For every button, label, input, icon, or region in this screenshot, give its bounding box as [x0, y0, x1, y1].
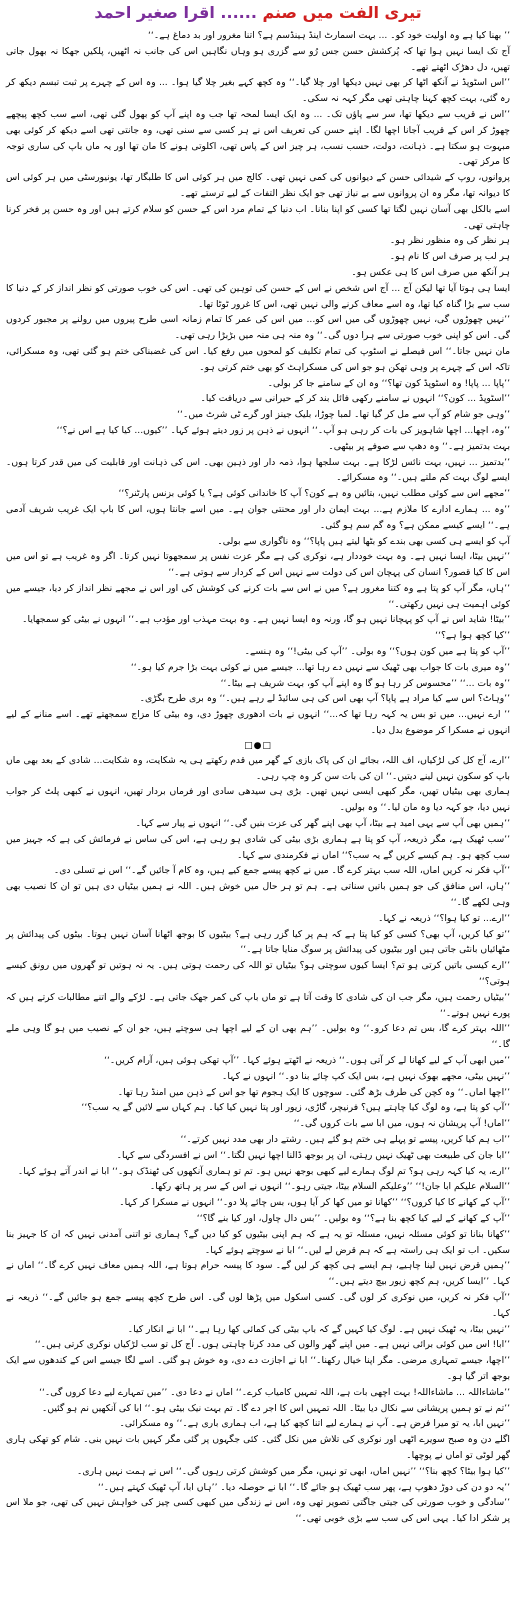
- paragraph: ’’آپ کے کھانے کا کیا کروں؟‘‘ ’’کھانا تو میں کھا کر آیا ہوں، بس چائے پلا دو۔‘‘ انہوں نے مسکرا کر کہا۔: [119, 1197, 510, 1209]
- paragraph: ’’اب ہم کیا کریں، پیسے تو پہلے ہی ختم ہو گئے ہیں۔ رشتے دار بھی مدد نہیں کرتے۔‘‘: [180, 1133, 510, 1145]
- paragraph: ہر نظر کی وہ منظور نظر ہو۔: [389, 235, 510, 247]
- paragraph: پروانوں، روپ کے شیدائی حسن کے دیوانوں کی کمی نہیں تھی۔ کالج میں ہر کوئی اس کا طلبگار تھا، یونیورسٹی میں ہر کوئی اس کا دیوانہ تھا، مگر وہ ان پروانوں سے بے نیاز تھی جو ایک نظر التفات کے لیے ترستے تھے۔: [6, 172, 510, 199]
- paragraph: ’’السلام علیکم ابا جان!‘‘ ’’وعلیکم السلام بیٹا، جیتی رہو۔‘‘ انہوں نے اس کے سر پر ہاتھ رکھا۔: [149, 1181, 510, 1193]
- paragraph: ’’وہ بات ...‘‘ ’’محسوس کر رہا ہو گا وہ اپنے آپ کو، بہت شریف ہے بیٹا۔‘‘: [220, 677, 510, 689]
- paragraph: ’’ابا! اس میں کوئی برائی نہیں ہے۔ میں اپنے گھر والوں کی مدد کرنا چاہتی ہوں۔ آج کل تو سب لڑکیاں نوکری کرتی ہیں۔‘‘: [34, 1339, 510, 1351]
- paragraph: ’’وہاٹ؟ اس سے کیا مراد ہے پاپا؟ آپ بھی اس کی ہی سائیڈ لے رہے ہیں۔‘‘ وہ بری طرح بگڑی۔: [139, 693, 510, 705]
- paragraph: ’’ہاں، مگر آپ کو پتا ہے وہ کتنا مغرور ہے؟ میں نے اس سے بات کرنے کی کوشش کی اور اس نے مجھے نظر انداز کر دیا، جیسے میں کوئی اہمیت ہی نہیں رکھتی۔‘‘: [6, 582, 510, 610]
- paragraph: ’’اچھا، جیسے تمہاری مرضی۔ مگر اپنا خیال رکھنا۔‘‘ ابا نے اجازت دے دی، وہ خوش ہو گئی۔ اسے لگا جیسے اس کے کندھوں سے ایک بوجھ اتر گیا ہو۔: [6, 1355, 510, 1382]
- paragraph: ’’ ارے نہیں... میں تو بس یہ کہہ رہا تھا کہ...‘‘ انہوں نے بات ادھوری چھوڑ دی، وہ بیٹی کا مزاج سمجھتے تھے۔ اسے منانے کے لیے انہوں نے مسکرا کر موضوع بدل دیا۔: [6, 709, 510, 737]
- paragraph: ایسا ہی ہوتا آیا تھا لیکن آج ... آج اس شخص نے اس کے حسن کی توہین کی تھی۔ اس کی خوب صورتی کو نظر انداز کر کے دنیا کا سب سے بڑا گناہ کیا تھا، وہ اسے معاف کرنے والی نہیں تھی، اس کا غرور ٹوٹا تھا۔: [6, 282, 510, 310]
- paragraph: ’’کیا کچھ ہوا ہے؟‘‘: [435, 630, 510, 642]
- paragraph: ’’اماں! آپ پریشان نہ ہوں، میں ابا سے بات کروں گی۔‘‘: [293, 1118, 510, 1130]
- paragraph: ’’نہیں بیٹا، ایسا نہیں ہے۔ وہ بہت خوددار ہے، نوکری کی ہے مگر عزت نفس پر سمجھوتا نہیں کرتا۔ اگر وہ غریب ہے تو اس میں اس کا کیا قصور؟ انسان کی پہچان اس کی دولت سے نہیں اس کے کردار سے ہوتی ہے۔‘‘: [6, 551, 510, 579]
- paragraph: ہر آنکھ میں صرف اس کا ہی عکس ہو۔: [351, 266, 510, 278]
- paragraph: ’’اس نے قریب سے دیکھا تھا، سر سے پاؤں تک۔ ... وہ ایک ایسا لمحہ تھا جب وہ اپنے آپ کو بھول گئی تھی، اسے سب کچھ پیچھے چھوڑ کر اس کے قریب آجانا اچھا لگا۔ اپنے حسن کی تعریف اس نے ہر کسی سے سنی تھی، وہ جانتی تھی اسے دیکھ کر کوئی بھی مبہوت ہو سکتا ہے۔ ذہانت، دولت، حسب نسب، ہر چیز اس کے پاس تھی، اکلوتی ہونے کا مان تھا اور یہ ماں باپ کی ساری توجہ کا مرکز تھی۔: [6, 108, 510, 168]
- paragraph: ’’اللہ بہتر کرے گا، بس تم دعا کرو۔‘‘ وہ بولیں۔ ’’ہم بھی ان کے لیے اچھا ہی سوچتے ہیں، جو ان کے نصیب میں ہو گا وہی ملے گا۔‘‘: [6, 1023, 510, 1051]
- paragraph: ’’آپ فکر نہ کریں اماں، اللہ سب بہتر کرے گا۔ میں نے کچھ پیسے جمع کیے ہیں، وہ کام آ جائیں گے۔‘‘ اس نے تسلی دی۔: [53, 865, 510, 877]
- paragraph: آپ کو ایسے ہی کسی بھی بندے کو بٹھا لیتے ہیں پاپا؟‘‘ وہ ناگواری سے بولی۔: [217, 535, 510, 547]
- paragraph: ’’کیا ہوا بیٹا؟ کچھ بنا؟‘‘ ’’نہیں اماں، ابھی تو نہیں، مگر میں کوشش کرتی رہوں گی۔‘‘ اس نے ہمت نہیں ہاری۔: [77, 1465, 510, 1477]
- paragraph: ’’مجھے اس سے کوئی مطلب نہیں، بتائیں وہ ہے کون؟ آپ کا خاندانی کوئی ہے؟ یا کوئی بزنس پارٹنر؟‘‘: [118, 488, 510, 500]
- paragraph: ’’یہ دو دن کی دوڑ دھوپ ہے، پھر سب ٹھیک ہو جائے گا۔‘‘ ابا نے حوصلہ دیا۔ ’’ہاں ابا، آپ ٹھیک کہتے ہیں۔‘‘: [97, 1481, 510, 1493]
- paragraph: ’’ بھنا کیا ہے وہ اولیت خود کو۔ ... بہت اسمارٹ اینڈ ہینڈسم ہے؟ اتنا مغرور اور بد دماغ ہے۔‘‘: [148, 30, 510, 41]
- paragraph: ’’بیٹیاں رحمت ہیں، مگر جب ان کی شادی کا وقت آتا ہے تو ماں باپ کی کمر جھک جاتی ہے۔ لڑکے والے اتنے مطالبات کرتے ہیں کہ پورے نہیں ہوتے۔‘‘: [6, 991, 510, 1019]
- story-section-2: [6, 753, 510, 1527]
- paragraph: ’’پاپا ... پاپا! وہ اسٹوپڈ کون تھا؟‘‘ وہ ان کے سامنے جا کر بولی۔: [267, 377, 510, 389]
- paragraph: ’’بدتمیز ... نہیں، بہت نائس لڑکا ہے۔ بہت سلجھا ہوا، ذمہ دار اور ذہین بھی۔ اس کی ذہانت اور قابلیت کی میں قدر کرتا ہوں۔ ایسے لوگ بہت کم ملتے ہیں۔‘‘ وہ مسکرائے۔: [6, 456, 510, 484]
- paragraph: ’’تو کیا کریں، آپ بھی؟ کسی کو کیا پتا ہے کہ ہم پر کیا گزر رہی ہے؟ بیٹیوں کا بوجھ اٹھانا آسان نہیں ہوتا۔ بیٹوں کی پیدائش پر مٹھائیاں بانٹی جاتی ہیں اور بیٹیوں کی پیدائش پر سوگ منایا جاتا ہے۔‘‘: [6, 928, 510, 956]
- article-body: [6, 28, 510, 1527]
- paragraph: ’’کھانا بنانا تو کوئی مسئلہ نہیں، مسئلہ تو یہ ہے کہ ہم اپنی بیٹیوں کو کیا دیں گے؟ ہماری تو اتنی آمدنی نہیں کہ ان کا جہیز بنا سکیں۔ اب تو ایک ہی راستہ ہے کہ ہم قرض لے لیں۔‘‘ ابا نے سوچتے ہوئے کہا۔: [6, 1228, 510, 1256]
- section-divider: □●□: [244, 740, 272, 751]
- paragraph: ’’آپ کے کھانے کے لیے کیا کچھ بنا ہے؟‘‘ وہ بولیں۔ ’’بس دال چاول، اور کیا بنے گا؟‘‘: [196, 1212, 510, 1224]
- title-separator: ......: [220, 3, 257, 22]
- paragraph: ’’اسٹوپڈ ... کون؟‘‘ انہوں نے سامنے رکھی فائل بند کر کے حیرانی سے دریافت کیا۔: [200, 393, 510, 405]
- paragraph: ’’سب ٹھیک ہے، مگر ذریعہ، آپ کو پتا ہے ہماری بڑی بیٹی کی شادی ہو رہی ہے، اس کی ساس نے فرمائش کی ہے کہ جہیز میں سب کچھ ہو۔ ہم کیسے کریں گے یہ سب؟‘‘ اماں نے فکرمندی سے کہا۔: [6, 833, 510, 861]
- paragraph: ’’وہ میری بات کا جواب بھی ٹھیک سے نہیں دے رہا تھا... جیسے میں نے کوئی بہت بڑا جرم کیا ہو۔‘‘: [130, 661, 510, 673]
- paragraph: ’’آپ کو پتا ہے میں کون ہوں؟‘‘ وہ بولی۔ ’’آپ کی بیٹی!‘‘ وہ ہنسے۔: [244, 646, 510, 658]
- paragraph: ’’ارے... تو کیا ہوا؟‘‘ ذریعہ نے کہا۔: [378, 912, 510, 924]
- paragraph: ’’آپ فکر نہ کریں، میں نوکری کر لوں گی۔ کسی اسکول میں پڑھا لوں گی۔ اس طرح کچھ پیسے جمع ہو جائیں گے۔‘‘ ذریعہ نے کہا۔: [6, 1291, 510, 1319]
- author-name: اقرا صغیر احمد: [94, 3, 215, 22]
- paragraph: ’’وہ، اچھا... اچھا شاہویز کی بات کر رہی ہو آپ۔‘‘ انہوں نے ذہن پر زور دیتے ہوئے کہا۔ ’’کیوں... کیا کیا ہے اس نے؟‘‘: [56, 424, 510, 436]
- paragraph: ’’ہاں، اس منافق کی جو ہمیں باتیں سناتی ہے۔ ہم تو ہر حال میں خوش ہیں۔ اللہ نے ہمیں بیٹیاں دی ہیں تو ان کا نصیب بھی وہی لکھے گا۔‘‘: [6, 881, 510, 909]
- paragraph: ’’آپ کو پتا ہے، وہ لوگ کیا چاہتے ہیں؟ فرنیچر، گاڑی، زیور اور پتا نہیں کیا کیا۔ ہم کہاں سے لائیں گے یہ سب؟‘‘: [81, 1102, 510, 1114]
- paragraph: ہر لب پر صرف اس کا نام ہو۔: [389, 251, 510, 263]
- paragraph: ’’نہیں ابا، یہ تو میرا فرض ہے۔ آپ نے ہمارے لیے اتنا کچھ کیا ہے، اب ہماری باری ہے۔‘‘ وہ مسکرائی۔: [119, 1418, 510, 1430]
- paragraph: آج تک ایسا نہیں ہوا تھا کہ پُرکشش حسن جس رُو سے گزری ہو وہاں نگاہیں اس کی جانب نہ اٹھیں، پلکیں جھکا نہ بھول جاتی تھیں، دل دھڑک اٹھتے تھے۔: [6, 45, 510, 73]
- paragraph: ’’ارے، آج کل کی لڑکیاں، اف اللہ، بجائے ان کی پاک بازی کے گھر میں قدم رکھتے ہی یہ شکایت، وہ شکایت... شادی کے بعد بھی ماں باپ کو سکون نہیں لینے دیتیں۔‘‘ ان کی بات سن کر وہ چپ رہی۔: [6, 754, 510, 782]
- paragraph: ’’ماشاءاللہ ... ماشاءاللہ! بہت اچھی بات ہے، اللہ تمہیں کامیاب کرے۔‘‘ اماں نے دعا دی۔ ’’میں تمہارے لیے دعا کروں گی۔‘‘: [39, 1386, 510, 1398]
- paragraph: اسے بالکل بھی آسان نہیں لگتا تھا کسی کو اپنا بنانا۔ اب دنیا کے تمام مرد اس کے حسن کو سلام کرتے ہیں اور وہ حسن پر فخر کرنا چاہتی تھی۔: [6, 203, 510, 231]
- paragraph: ’’ارے، یہ کیا کہہ رہی ہو؟ تم لوگ ہمارے لیے کبھی بوجھ نہیں ہو۔ تم تو ہماری آنکھوں کی ٹھنڈک ہو۔‘‘ ابا نے اندر آتے ہوئے کہا۔: [17, 1165, 510, 1177]
- paragraph: ’’اس اسٹوپڈ نے آنکھ اٹھا کر بھی نہیں دیکھا اور چلا گیا۔‘‘ وہ کچھ کہے بغیر چلا گیا ہوا۔ ... وہ اس کے چہرے پر ثبت تبسم دیکھ کر رہ گئی، بہت کچھ کہنا چاہتی تھی مگر کہہ نہ سکی۔: [6, 77, 510, 105]
- paragraph: ’’سادگی و خوب صورتی کی جیتی جاگتی تصویر تھی وہ، اس نے زندگی میں کبھی کسی چیز کی خواہش نہیں کی تھی، جو ملا اس پر شکر ادا کیا۔ یہی اس کی سب سے بڑی خوبی تھی۔‘‘: [6, 1497, 510, 1525]
- paragraph: ’’نہیں بیٹا، یہ ٹھیک نہیں ہے۔ لوگ کیا کہیں گے کہ باپ بیٹی کی کمائی کھا رہا ہے۔‘‘ ابا نے انکار کیا۔: [127, 1323, 510, 1335]
- paragraph: ’’وہی جو شام کو آپ سے مل کر گیا تھا۔ لمبا چوڑا، بلیک جینز اور گرے ٹی شرٹ میں۔‘‘: [177, 409, 510, 421]
- story-title: تیری الفت میں صنم: [262, 3, 422, 22]
- paragraph: ’’ابا جان کی طبیعت بھی ٹھیک نہیں رہتی، ان پر بوجھ ڈالنا اچھا نہیں لگتا۔‘‘ اس نے افسردگی سے کہا۔: [116, 1149, 510, 1161]
- paragraph: ’’وہ ... ہمارے ادارے کا ملازم ہے... بہت ایمان دار اور محنتی جوان ہے۔ میں اسے جانتا ہوں، اس کا باپ ایک غریب شریف آدمی ہے۔‘‘ ایسے کیسے ممکن ہے؟ وہ گم سم ہو گئی۔: [6, 503, 510, 531]
- paragraph: اگلے دن وہ صبح سویرے اٹھی اور نوکری کی تلاش میں نکل گئی۔ کئی جگہوں پر گئی مگر کہیں بات نہیں بنی۔ شام کو تھکی ہاری گھر لوٹی تو اماں نے پوچھا۔: [6, 1434, 510, 1461]
- paragraph: ’’بیٹا! شاید اس نے آپ کو پہچانا نہیں ہو گا، ورنہ وہ ایسا نہیں ہے۔ وہ بہت مہذب اور مؤدب ہے۔‘‘ انہوں نے بیٹی کو سمجھایا۔: [22, 614, 510, 626]
- paragraph: ’’ارے کیسی باتیں کرتی ہو تم؟ ایسا کیوں سوچتی ہو؟ بیٹیاں تو اللہ کی رحمت ہوتی ہیں۔ یہ نہ ہوتیں تو گھروں میں رونق کیسے ہوتی؟‘‘: [6, 960, 510, 988]
- paragraph: ’’اچھا اماں۔‘‘ وہ کچن کی طرف بڑھ گئی۔ سوچوں کا ایک ہجوم تھا جو اس کے ذہن میں امنڈ رہا تھا۔: [117, 1086, 510, 1098]
- paragraph: ’’میں ابھی آپ کے لیے کھانا لے کر آتی ہوں۔‘‘ ذریعہ نے اٹھتے ہوئے کہا۔ ’’آپ تھکی ہوئی ہیں، آرام کریں۔‘‘: [104, 1055, 510, 1066]
- paragraph: ’’ہمیں قرض نہیں لینا چاہیے، ہم ایسے ہی کچھ کر لیں گے۔ سود کا پیسہ حرام ہوتا ہے، اللہ ہمیں معاف نہیں کرے گا۔‘‘ اماں نے کہا۔ ’’ایسا کریں، ہم کچھ زیور بیچ دیتے ہیں۔‘‘: [6, 1260, 510, 1288]
- paragraph: ’’نہیں چھوڑوں گی، نہیں چھوڑوں گی میں اس کو... میں اس کی عمر کا تمام زمانہ اسی طرح پیروں میں رولنے پر مجبور کردوں گی۔ اس کو اپنی خوب صورتی سے ہرا دوں گی۔‘‘ وہ منہ ہی منہ میں بڑبڑا رہی تھی۔: [6, 314, 510, 342]
- paragraph: ’’ہمیں بھی آپ سے یہی امید ہے بیٹا، آپ بھی اپنے گھر کی عزت بنیں گی۔‘‘ انہوں نے پیار سے کہا۔: [135, 818, 510, 830]
- article-title: [6, 2, 510, 28]
- paragraph: ’’نہیں بیٹی، مجھے بھوک نہیں ہے، بس ایک کپ چائے بنا دو۔‘‘ انہوں نے کہا۔: [222, 1070, 510, 1082]
- paragraph: بہت بدتمیز ہے۔‘‘ وہ دھپ سے صوفے پر بیٹھی۔: [328, 440, 510, 452]
- story-section-1: [6, 28, 510, 739]
- paragraph: ’’تم نے تو ہمیں پریشانی سے نکال دیا بیٹا۔ اللہ تمہیں اس کا اجر دے گا۔ تم بہت نیک بیٹی ہو۔‘‘ ابا کی آنکھیں نم ہو گئیں۔: [41, 1402, 510, 1414]
- paragraph: ہماری بھی بیٹیاں تھیں، مگر کبھی ایسی نہیں تھیں۔ بڑی ہی سیدھی سادی اور فرماں بردار تھیں، انہوں نے کبھی پلٹ کر جواب نہیں دیا، جو کہہ دیا وہ مان لیا۔‘‘ وہ بولیں۔: [6, 786, 510, 814]
- paragraph: مان نہیں جاتا۔‘‘ اس فیصلے نے اسٹوپ کی تمام تکلیف کو لمحوں میں رفع کیا۔ اس کی غضبناکی ختم ہو گئی تھی، وہ مسکرائی، تاکہ اس کے چہرے پر وہی تھکن ہو جو اس کی مسکراہٹ کو بھی ختم کرتی ہو۔: [6, 345, 510, 373]
